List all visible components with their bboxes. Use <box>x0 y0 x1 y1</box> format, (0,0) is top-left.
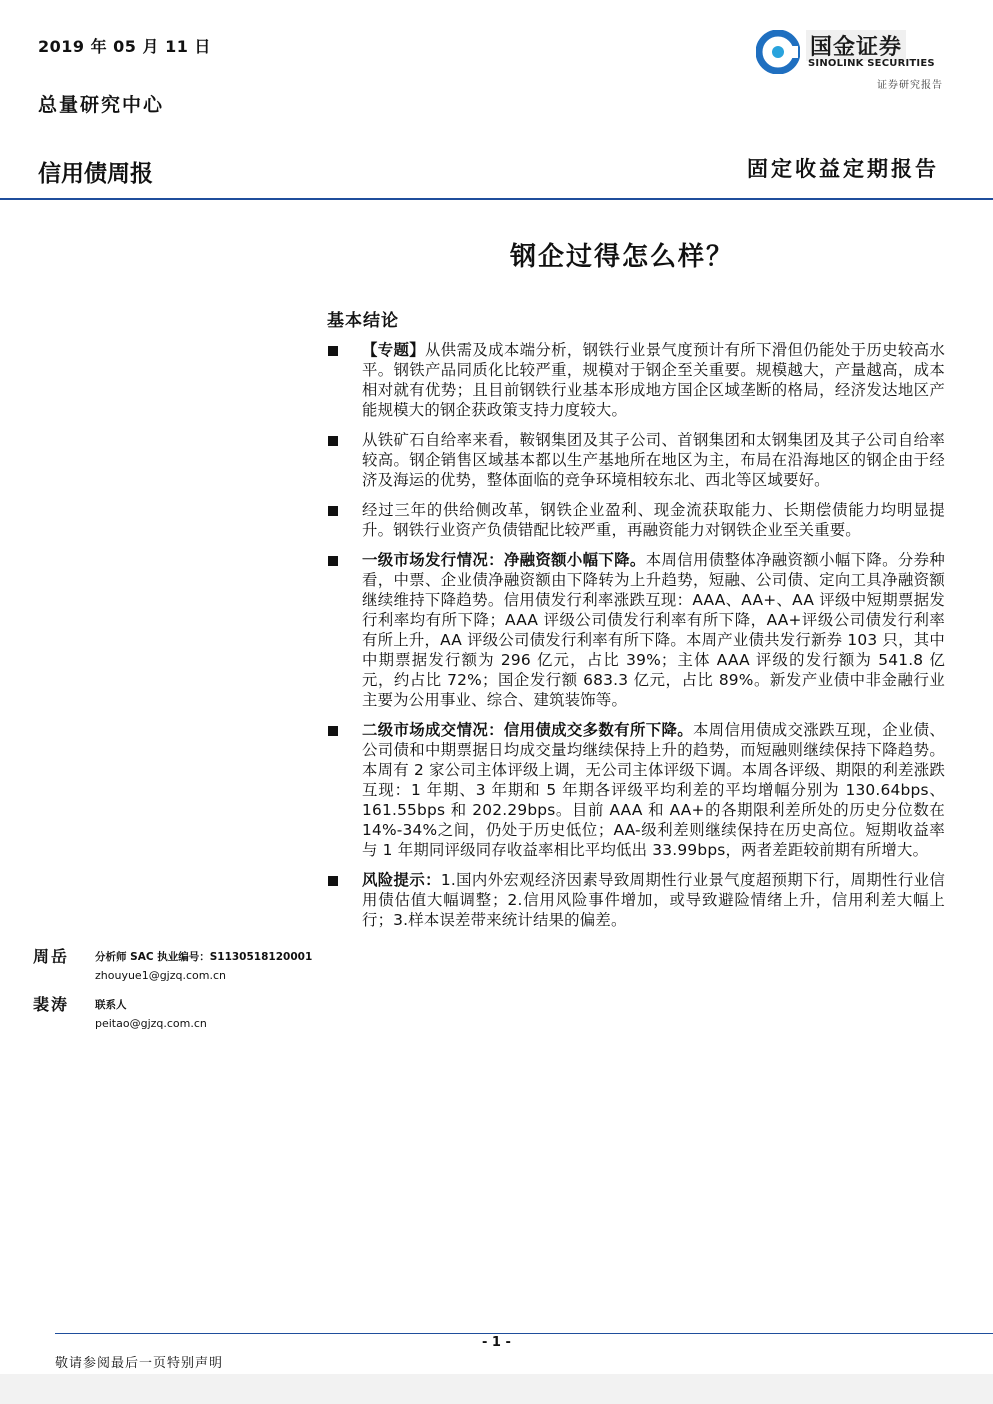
report-category: 固定收益定期报告 <box>747 156 939 181</box>
bullet-text: 经过三年的供给侧改革，钢铁企业盈利、现金流获取能力、长期偿债能力均明显提升。钢铁行业资产负债错配比较严重，再融资能力对钢铁企业至关重要。 <box>362 501 945 539</box>
footer-disclaimer: 敬请参阅最后一页特别声明 <box>55 1356 224 1371</box>
footer-band <box>0 1374 993 1404</box>
list-item <box>327 870 945 930</box>
bullet-square-icon <box>328 506 338 516</box>
bullet-square-icon <box>328 556 338 566</box>
bullet-square-icon <box>328 346 338 356</box>
bullet-lead: 二级市场成交情况：信用债成交多数有所下降。 <box>362 721 693 739</box>
header-divider <box>0 198 993 200</box>
analyst-role: 分析师 SAC 执业编号：S1130518120001 <box>95 951 313 963</box>
conclusion-list <box>327 340 945 940</box>
list-item <box>327 340 945 420</box>
bullet-text: 从铁矿石自给率来看，鞍钢集团及其子公司、首钢集团和太钢集团及其子公司自给率较高。钢企销售区域基本都以生产基地所在地区为主，布局在沿海地区的钢企由于经济及海运的优势，整体面临的竞争环境相较东北、西北等区域要好。 <box>362 431 945 489</box>
bullet-square-icon <box>328 876 338 886</box>
bullet-text: 本周信用债整体净融资额小幅下降。分券种看，中票、企业债净融资额由下降转为上升趋势，短融、公司债、定向工具净融资额继续维持下降趋势。信用债发行利率涨跌互现：AAA、AA+、AA 评级中短期票据发行利率均有所下降；AAA 评级公司债发行利率有所下降，AA+评级公司债发行利率有所上升，AA 评级公司债发行利率有所下降。本周产业债共发行新券 103 只，其中中期票据发行额为 296 亿元，占比 39%；主体 AAA 评级的发行额为 541.8 亿元，约占比 72%；国企发行额 683.3 亿元，占比 89%。新发产业债中非金融行业主要为公用事业、综合、建筑装饰等。 <box>362 551 945 709</box>
page-number: - 1 - <box>482 1335 511 1350</box>
sinolink-logo-icon <box>756 30 800 74</box>
bullet-text: 本周信用债成交涨跌互现，企业债、公司债和中期票据日均成交量均继续保持上升的趋势，而短融则继续保持下降趋势。本周有 2 家公司主体评级上调，无公司主体评级下调。本周各评级、期限的利差涨跌互现：1 年期、3 年期和 5 年期各评级平均利差的平均增幅分别为 130.64bps、161.55bps 和 202.29bps。目前 AAA 和 AA+的各期限利差所处的历史分位数在 14%-34%之间，仍处于历史低位；AA-级利差则继续保持在历史高位。短期收益率与 1 年期同评级同存收益率相比平均低出 33.99bps，两者差距较前期有所增大。 <box>362 721 946 859</box>
bullet-lead: 一级市场发行情况：净融资额小幅下降。 <box>362 551 646 569</box>
footer-divider <box>55 1333 993 1334</box>
bullet-lead: 【专题】 <box>362 341 426 359</box>
analyst-block <box>33 944 313 1036</box>
report-type: 信用债周报 <box>38 161 153 187</box>
analyst-email[interactable]: peitao@gjzq.com.cn <box>95 1017 207 1030</box>
analyst-role: 联系人 <box>95 999 127 1011</box>
bullet-square-icon <box>328 726 338 736</box>
bullet-text: 从供需及成本端分析，钢铁行业景气度预计有所下滑但仍能处于历史较高水平。钢铁产品同质化比较严重，规模对于钢企至关重要。规模越大，产量越高，成本相对就有优势；且目前钢铁行业基本形成地方国企区域垄断的格局，经济发达地区产能规模大的钢企获政策支持力度较大。 <box>362 341 945 419</box>
bullet-text: 1.国内外宏观经济因素导致周期性行业景气度超预期下行，周期性行业信用债估值大幅调整；2.信用风险事件增加，或导致避险情绪上升，信用利差大幅上行；3.样本误差带来统计结果的偏差。 <box>362 871 945 929</box>
list-item <box>327 550 945 710</box>
list-item <box>327 500 945 540</box>
analyst-name: 周岳 <box>33 947 70 966</box>
list-item <box>327 430 945 490</box>
section-title: 基本结论 <box>327 311 399 331</box>
analyst-email-row <box>33 966 313 988</box>
analyst-row <box>33 992 313 1014</box>
logo-name-cn: 国金证券 <box>806 30 906 61</box>
analyst-email-row <box>33 1014 313 1036</box>
list-item <box>327 720 945 860</box>
report-date: 2019 年 05 月 11 日 <box>38 37 211 56</box>
bullet-square-icon <box>328 436 338 446</box>
company-logo <box>756 30 946 100</box>
logo-name-en: SINOLINK SECURITIES <box>808 58 935 69</box>
analyst-name: 裴涛 <box>33 995 70 1014</box>
bullet-lead: 风险提示： <box>362 871 441 889</box>
analyst-email[interactable]: zhouyue1@gjzq.com.cn <box>95 969 226 982</box>
analyst-row <box>33 944 313 966</box>
report-title: 钢企过得怎么样？ <box>510 242 735 272</box>
research-center: 总量研究中心 <box>38 94 165 116</box>
logo-subtitle: 证券研究报告 <box>877 80 943 91</box>
